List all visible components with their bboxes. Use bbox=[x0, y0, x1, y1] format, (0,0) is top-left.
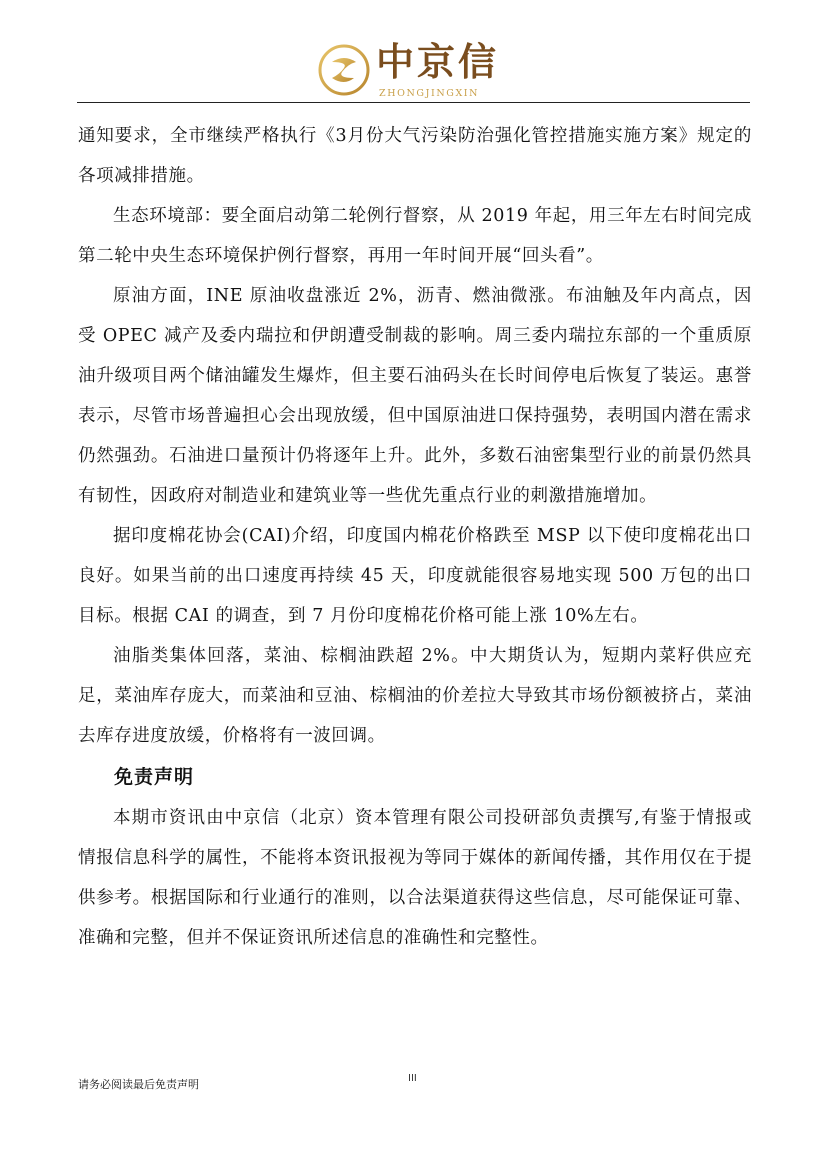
paragraph-continued: 通知要求，全市继续严格执行《3月份大气污染防治强化管控措施实施方案》规定的各项减排措施。 bbox=[78, 126, 752, 186]
paragraph-oils: 油脂类集体回落，菜油、棕榈油跌超 2%。中大期货认为，短期内菜籽供应充足，菜油库存庞大，而菜油和豆油、棕榈油的价差拉大导致其市场份额被挤占，菜油去库存进度放缓，价格将有一波回调。 bbox=[78, 646, 752, 746]
logo-subtitle: ZHONGJINGXIN bbox=[379, 88, 480, 99]
header-divider bbox=[77, 102, 750, 103]
document-body bbox=[78, 116, 752, 958]
page-number: III bbox=[408, 1073, 417, 1084]
paragraph-cotton: 据印度棉花协会(CAI)介绍，印度国内棉花价格跌至 MSP 以下使印度棉花出口良好。如果当前的出口速度再持续 45 天，印度就能很容易地实现 500 万包的出口目标。根据 CAI 的调查，到 7 月份印度棉花价格可能上涨 10%左右。 bbox=[78, 526, 752, 626]
disclaimer-text: 本期市资讯由中京信（北京）资本管理有限公司投研部负责撰写,有鉴于情报或情报信息科学的属性，不能将本资讯报视为等同于媒体的新闻传播，其作用仅在于提供参考。根据国际和行业通行的准则，以合法渠道获得这些信息，尽可能保证可靠、准确和完整，但并不保证资讯所述信息的准确性和完整性。 bbox=[78, 808, 752, 948]
footer-note: 请务必阅读最后免责声明 bbox=[78, 1078, 199, 1091]
paragraph-ecology: 生态环境部：要全面启动第二轮例行督察，从 2019 年起，用三年左右时间完成第二轮中央生态环境保护例行督察，再用一年时间开展“回头看”。 bbox=[78, 206, 752, 266]
zhongjingxin-logo-icon bbox=[318, 44, 370, 96]
paragraph-crude-oil: 原油方面，INE 原油收盘涨近 2%，沥青、燃油微涨。布油触及年内高点，因受 OPEC 减产及委内瑞拉和伊朗遭受制裁的影响。周三委内瑞拉东部的一个重质原油升级项目两个储油罐发生爆炸，但主要石油码头在长时间停电后恢复了装运。惠誉表示，尽管市场普遍担心会出现放缓，但中国原油进口保持强势，表明国内潜在需求仍然强劲。石油进口量预计仍将逐年上升。此外，多数石油密集型行业的前景仍然具有韧性，因政府对制造业和建筑业等一些优先重点行业的刺激措施增加。 bbox=[78, 286, 752, 506]
disclaimer-title: 免责声明 bbox=[114, 766, 195, 788]
logo-name: 中京信 bbox=[376, 40, 500, 84]
page-header bbox=[0, 0, 827, 108]
